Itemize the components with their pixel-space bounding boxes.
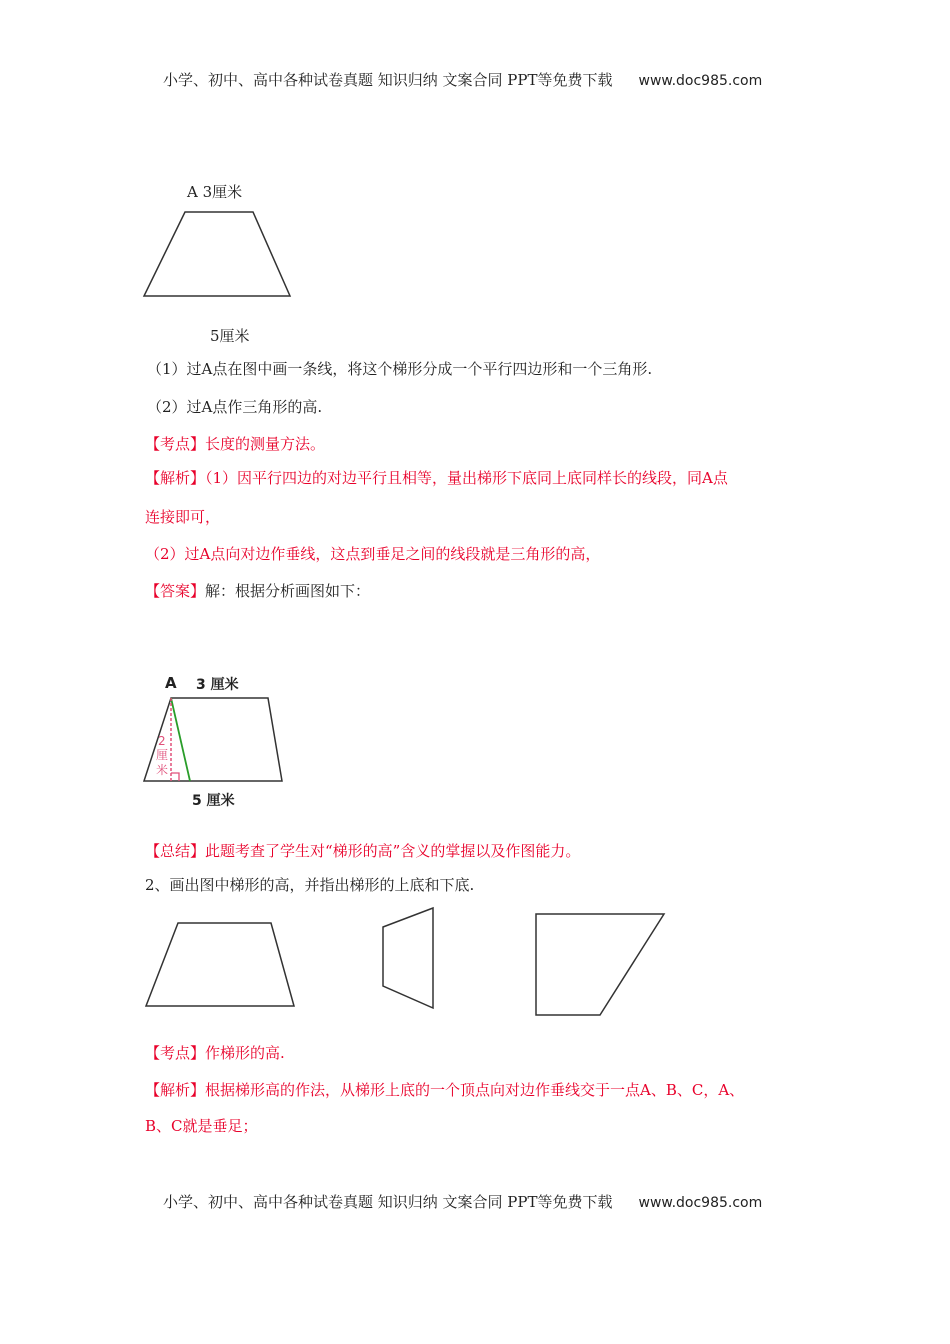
trapezoid-3 [536, 914, 664, 1015]
daan-1 [145, 580, 370, 602]
page-footer [163, 1191, 762, 1212]
trapezoid-shape [144, 212, 290, 296]
figure1-bottom-label: 5厘米 [210, 327, 250, 345]
parallel-divider-line [171, 698, 190, 781]
question2-text: 2、画出图中梯形的高，并指出梯形的上底和下底. [145, 876, 475, 894]
figure2-answer-diagram [138, 670, 298, 815]
header-site-link[interactable]: www.doc985.com [638, 73, 763, 89]
height-label-digit: 2 [158, 734, 166, 748]
question1-part1: （1）过A点在图中画一条线，将这个梯形分成一个平行四边形和一个三角形. [147, 360, 653, 378]
point-a-label: A [165, 674, 177, 692]
figure2-bottom-label: 5 厘米 [192, 793, 235, 809]
footer-site-link[interactable]: www.doc985.com [638, 1195, 763, 1211]
question2-figures [140, 900, 680, 1020]
jiexi-2-line1: 【解析】根据梯形高的作法，从梯形上底的一个顶点向对边作垂线交于一点A、B、C，A、 [145, 1081, 745, 1099]
jiexi-1-line1: 【解析】（1）因平行四边的对边平行且相等，量出梯形下底同上底同样长的线段，同A点 [145, 469, 728, 487]
question1-part2: （2）过A点作三角形的高. [147, 398, 323, 416]
trapezoid-1 [146, 923, 294, 1006]
kaodian-2: 【考点】作梯形的高. [145, 1044, 285, 1062]
height-label-char2: 米 [156, 763, 169, 777]
figure1-top-label: A 3厘米 [187, 183, 243, 201]
jiexi-2-line2: B、C就是垂足； [145, 1117, 258, 1135]
header-text: 小学、初中、高中各种试卷真题 知识归纳 文案合同 PPT等免费下载 [163, 71, 613, 89]
summary-1: 【总结】此题考查了学生对“梯形的高”含义的掌握以及作图能力。 [145, 842, 581, 860]
daan-tag: 【答案】 [145, 582, 206, 600]
figure1-trapezoid [140, 205, 300, 305]
footer-text: 小学、初中、高中各种试卷真题 知识归纳 文案合同 PPT等免费下载 [163, 1193, 613, 1211]
jiexi-1-line2: 连接即可， [145, 508, 221, 526]
figure2-top-label: 3 厘米 [196, 677, 239, 693]
jiexi-1-line3: （2）过A点向对边作垂线，这点到垂足之间的线段就是三角形的高， [145, 545, 601, 563]
daan-text: 解：根据分析画图如下： [205, 582, 371, 600]
right-angle-mark [171, 773, 179, 781]
height-label-char1: 厘 [156, 748, 169, 762]
page-header [163, 69, 762, 90]
kaodian-1: 【考点】长度的测量方法。 [145, 435, 326, 453]
trapezoid-2 [383, 908, 433, 1008]
